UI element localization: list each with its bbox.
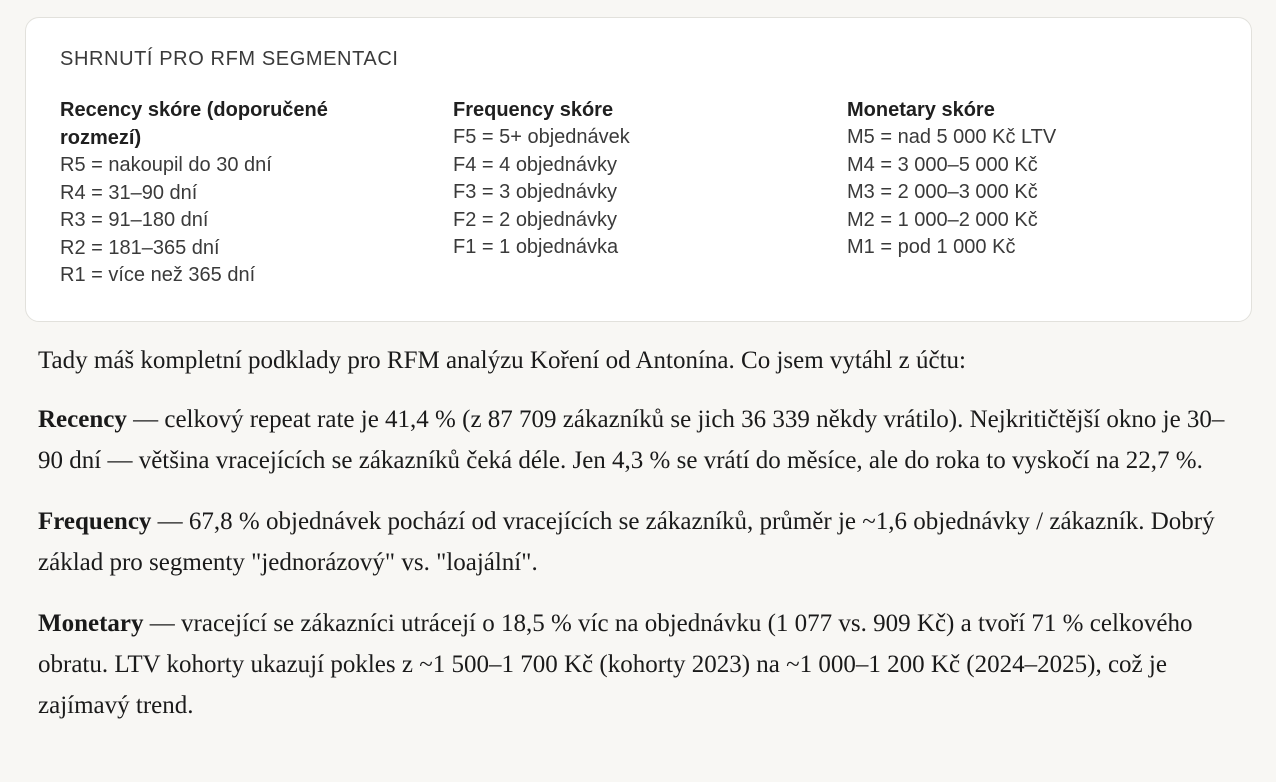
assistant-message [38, 340, 1228, 746]
frequency-heading: Frequency skóre [453, 99, 614, 121]
frequency-list [453, 124, 773, 262]
list-item: M1 = pod 1 000 Kč [847, 236, 1016, 258]
list-item: M5 = nad 5 000 Kč LTV [847, 126, 1057, 148]
frequency-paragraph [38, 501, 1228, 583]
frequency-column [453, 96, 773, 262]
recency-column [60, 96, 380, 290]
list-item: R3 = 91–180 dní [60, 209, 209, 231]
list-item: M2 = 1 000–2 000 Kč [847, 208, 1038, 231]
list-item: F5 = 5+ objednávek [453, 126, 630, 148]
card-title: SHRNUTÍ PRO RFM SEGMENTACI [60, 48, 399, 70]
recency-paragraph [38, 399, 1228, 481]
recency-label: Recency [38, 406, 127, 433]
list-item: R1 = více než 365 dní [60, 264, 256, 286]
list-item: F1 = 1 objednávka [453, 236, 619, 258]
frequency-label: Frequency [38, 508, 152, 535]
recency-list [60, 152, 380, 290]
monetary-heading: Monetary skóre [847, 99, 995, 121]
list-item: F2 = 2 objednávky [453, 208, 617, 231]
monetary-paragraph [38, 603, 1228, 726]
rfm-summary-card [25, 17, 1252, 322]
list-item: M3 = 2 000–3 000 Kč [847, 181, 1038, 203]
recency-text: — celkový repeat rate je 41,4 % (z 87 709 zákazníků se jich 36 339 někdy vrátilo). Nejkritičtější okno je 30–90 dní — většina vracejících se zákazníků čeká déle. Jen 4,3 % se vrátí do měsíce, ale do roka to vyskočí na 22,7 %. [38, 406, 1225, 474]
monetary-column [847, 96, 1167, 262]
list-item: M4 = 3 000–5 000 Kč [847, 153, 1038, 176]
recency-heading: Recency skóre (doporučené rozmezí) [60, 99, 328, 149]
message-intro: Tady máš kompletní podklady pro RFM analýzu Koření od Antonína. Co jsem vytáhl z účtu: [38, 347, 966, 374]
monetary-label: Monetary [38, 610, 144, 637]
frequency-text: — 67,8 % objednávek pochází od vracejících se zákazníků, průměr je ~1,6 objednávky / zákazník. Dobrý základ pro segmenty "jednorázový" vs. "loajální". [38, 508, 1215, 576]
list-item: R5 = nakoupil do 30 dní [60, 154, 272, 176]
monetary-text: — vracející se zákazníci utrácejí o 18,5 % víc na objednávku (1 077 vs. 909 Kč) a tvoří 71 % celkového obratu. LTV kohorty ukazují pokles z ~1 500–1 700 Kč (kohorty 2023) na ~1 000–1 200 Kč (2024–2025), což je zajímavý trend. [38, 610, 1193, 719]
list-item: R4 = 31–90 dní [60, 181, 198, 204]
list-item: R2 = 181–365 dní [60, 236, 220, 259]
monetary-list [847, 124, 1167, 262]
list-item: F3 = 3 objednávky [453, 181, 617, 203]
list-item: F4 = 4 objednávky [453, 153, 617, 176]
